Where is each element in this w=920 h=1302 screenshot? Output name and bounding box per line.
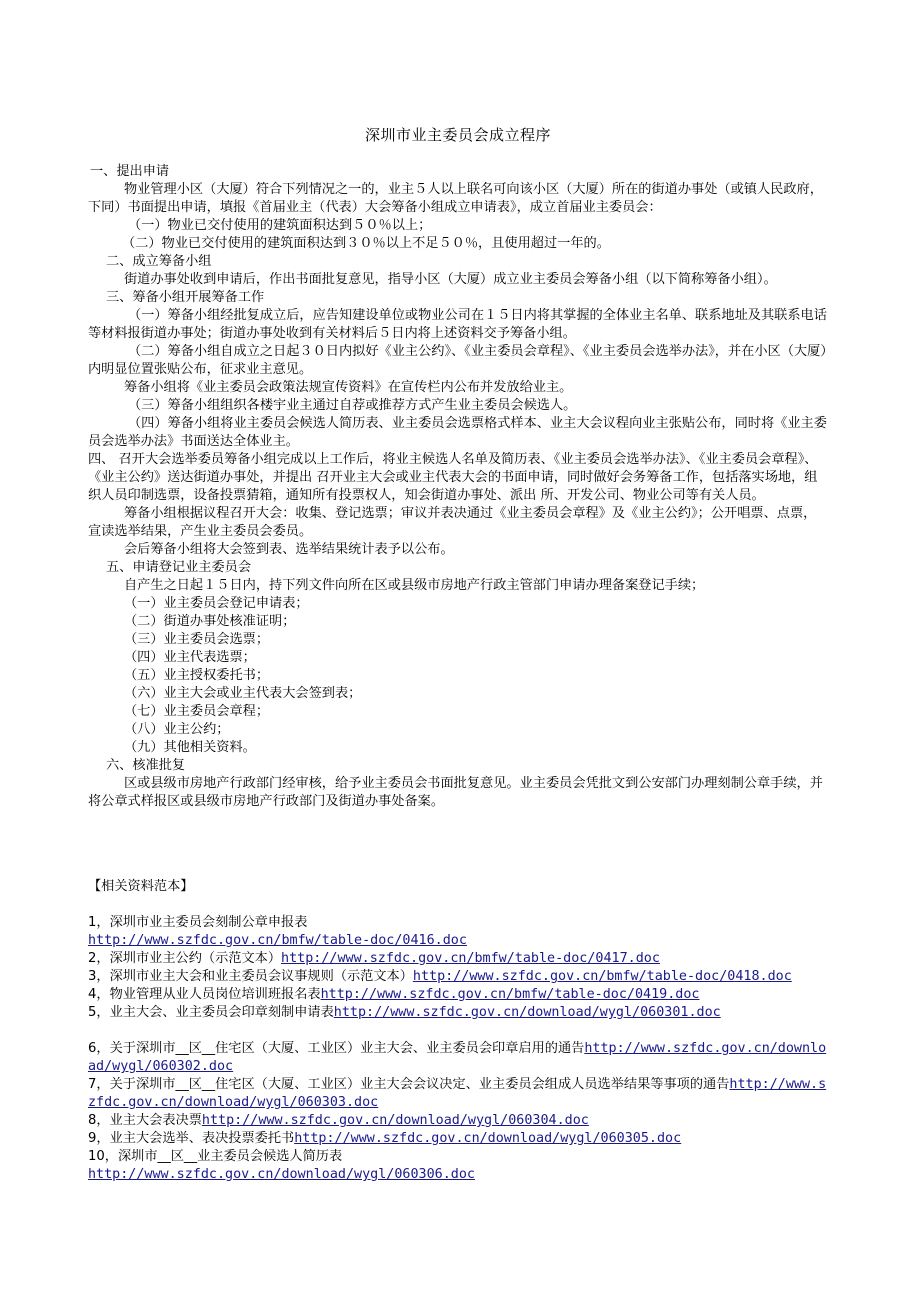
reference-label: 4，物业管理从业人员岗位培训班报名表 [88, 987, 321, 1002]
paragraph: 街道办事处收到申请后，作出书面批复意见，指导小区（大厦）成立业主委员会筹备小组（以下简称筹备小组）。 [124, 272, 777, 287]
list-item: （五）业主授权委托书； [124, 668, 270, 683]
paragraph: （二）筹备小组自成立之日起３０日内拟好《业主公约》、《业主委员会章程》、《业主委员会选举办法》，并在小区（大厦）内明显位置张贴公布，征求业主意见。 [88, 344, 827, 377]
paragraph: 会后筹备小组将大会签到表、选举结果统计表予以公布。 [124, 542, 454, 557]
reference-link[interactable]: http://www.szfdc.gov.cn/download/wygl/060304.doc [201, 1113, 589, 1128]
list-item: （八）业主公约； [124, 722, 230, 737]
reference-label: 8，业主大会表决票 [88, 1113, 202, 1128]
reference-link[interactable]: http://www.szfdc.gov.cn/download/wygl/060306.doc [88, 1167, 475, 1182]
reference-link[interactable]: http://www.szfdc.gov.cn/bmfw/table-doc/0417.doc [281, 951, 660, 966]
reference-item [88, 986, 828, 1004]
section-heading: 六、核准批复 [106, 758, 186, 773]
reference-label: 2，深圳市业主公约（示范文本） [88, 951, 282, 966]
reference-item [88, 968, 828, 986]
reference-link[interactable]: http://www.szfdc.gov.cn/download/wygl/060303.doc [88, 1077, 827, 1110]
reference-link[interactable]: http://www.szfdc.gov.cn/download/wygl/060302.doc [88, 1041, 827, 1074]
list-item: （四）业主代表选票； [124, 650, 256, 665]
section-heading: 五、申请登记业主委员会 [106, 560, 252, 575]
reference-label: 6，关于深圳市__区__住宅区（大厦、工业区）业主大会、业主委员会印章启用的通告 [88, 1041, 585, 1056]
paragraph: 区或县级市房地产行政部门经审核，给予业主委员会书面批复意见。业主委员会凭批文到公安部门办理刻制公章手续，并将公章式样报区或县级市房地产行政部门及街道办事处备案。 [88, 776, 823, 809]
reference-item [88, 1130, 828, 1148]
reference-label: 9，业主大会选举、表决投票委托书 [88, 1131, 295, 1146]
reference-label: 1，深圳市业主委员会刻制公章申报表 [88, 915, 308, 930]
paragraph: 筹备小组将《业主委员会政策法规宣传资料》在宣传栏内公布并发放给业主。 [124, 380, 573, 395]
section-heading: 四、 召开大会选举委员筹备小组完成以上工作后，将业主候选人名单及简历表、《业主委员会选举办法》、《业主委员会章程》、《业主公约》送达街道办事处，并提出 召开业主大会或业主代表大会的书面申请，同时做好会务筹备工作，包括落实场地，组织人员印制选票，设备投票猜箱，通知所有投票权人，知会街道办事处、派出 所、开发公司、物业公司等有关人员。 [88, 452, 818, 503]
paragraph: （三）筹备小组组织各楼宇业主通过自荐或推荐方式产生业主委员会候选人。 [128, 398, 577, 413]
reference-item [88, 950, 828, 968]
list-item: （一）物业已交付使用的建筑面积达到５０％以上； [128, 218, 432, 233]
list-item: （六）业主大会或业主代表大会签到表； [124, 686, 362, 701]
list-item: （一）业主委员会登记申请表； [124, 596, 309, 611]
reference-link[interactable]: http://www.szfdc.gov.cn/bmfw/table-doc/0416.doc [88, 933, 467, 948]
references-section [88, 878, 828, 1184]
reference-item [88, 1040, 828, 1076]
reference-link[interactable]: http://www.szfdc.gov.cn/download/wygl/060305.doc [294, 1131, 682, 1146]
reference-label: 5，业主大会、业主委员会印章刻制申请表 [88, 1005, 334, 1020]
reference-link[interactable]: http://www.szfdc.gov.cn/bmfw/table-doc/0419.doc [320, 987, 700, 1002]
list-item: （七）业主委员会章程； [124, 704, 270, 719]
list-item: （三）业主委员会选票； [124, 632, 270, 647]
list-item: （九）其他相关资料。 [124, 740, 256, 755]
paragraph: 筹备小组根据议程召开大会：收集、登记选票；审议并表决通过《业主委员会章程》及《业主公约》；公开唱票、点票，宣读选举结果，产生业主委员会委员。 [88, 506, 817, 539]
reference-item [88, 1004, 828, 1022]
reference-link[interactable]: http://www.szfdc.gov.cn/download/wygl/060301.doc [333, 1005, 721, 1020]
reference-item [88, 1112, 828, 1130]
reference-label: 10，深圳市__区__业主委员会候选人简历表 [88, 1149, 343, 1164]
references-heading: 【相关资料范本】 [88, 879, 194, 894]
paragraph: （一）筹备小组经批复成立后，应告知建设单位或物业公司在１５日内将其掌握的全体业主名单、联系地址及其联系电话等材料报街道办事处；街道办事处收到有关材料后５日内将上述资料交予筹备小组。 [88, 308, 827, 341]
document-title: 深圳市业主委员会成立程序 [364, 126, 551, 144]
reference-item [88, 1076, 828, 1112]
reference-item [88, 914, 828, 950]
paragraph: 自产生之日起１５日内，持下列文件向所在区或县级市房地产行政主管部门申请办理备案登记手续； [124, 578, 705, 593]
document-body [88, 163, 828, 811]
paragraph: （四）筹备小组将业主委员会候选人简历表、业主委员会选票格式样本、业主大会议程向业主张贴公布，同时将《业主委员会选举办法》书面送达全体业主。 [88, 416, 827, 449]
list-item: （二）街道办事处核准证明； [124, 614, 296, 629]
reference-link[interactable]: http://www.szfdc.gov.cn/bmfw/table-doc/0418.doc [412, 969, 792, 984]
section-heading: 三、筹备小组开展筹备工作 [106, 290, 265, 305]
reference-item [88, 1148, 828, 1184]
paragraph: 物业管理小区（大厦）符合下列情况之一的，业主５人以上联名可向该小区（大厦）所在的街道办事处（或镇人民政府，下同）书面提出申请，填报《首届业主（代表）大会筹备小组成立申请表》，成立首届业主委员会： [88, 182, 823, 215]
section-heading: 一、提出申请 [90, 164, 170, 179]
reference-label: 3，深圳市业主大会和业主委员会议事规则（示范文本） [88, 969, 413, 984]
reference-label: 7，关于深圳市__区__住宅区（大厦、工业区）业主大会会议决定、业主委员会组成人员选举结果等事项的通告 [88, 1077, 730, 1092]
list-item: （二）物业已交付使用的建筑面积达到３０％以上不足５０％，且使用超过一年的。 [122, 236, 610, 251]
section-heading: 二、成立筹备小组 [106, 254, 212, 269]
